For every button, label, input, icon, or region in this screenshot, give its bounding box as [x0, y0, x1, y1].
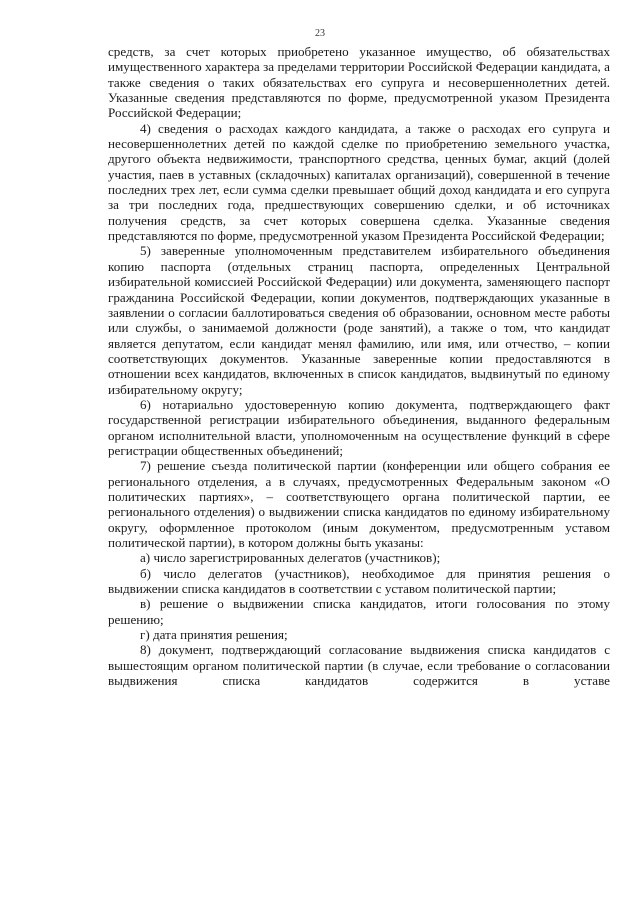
paragraph-item-4: 4) сведения о расходах каждого кандидата, а также о расходах его супруга и несовершеннолетних детей по каждой сделке по приобретению земельного участка, другого объекта недвижимости, транспортного средства, ценных бумаг, акций (долей участия, паев в уставных (складочных) капиталах организаций), совершенной в течение последних трех лет, если сумма сделки превышает общий доход кандидата и его супруга за три последних года, предшествующих совершению сделки, и об источниках получения средств, за счет которых совершена сделка. Указанные сведения представляются по форме, предусмотренной указом Президента Российской Федерации; [108, 120, 610, 244]
paragraph-continuation: средств, за счет которых приобретено указанное имущество, об обязательствах имущественного характера за пределами территории Российской Федерации кандидата, а также сведения о таких обязательствах его супруга и несовершеннолетних детей. Указанные сведения представляются по форме, предусмотренной указом Президента Российской Федерации; [108, 44, 610, 121]
paragraph-subitem-b: б) число делегатов (участников), необходимое для принятия решения о выдвижении списка кандидатов в соответствии с уставом политической партии; [108, 565, 610, 597]
page-number: 23 [315, 28, 325, 39]
paragraph-item-6: 6) нотариально удостоверенную копию документа, подтверждающего факт государственной регистрации избирательного объединения, выданного федеральным органом исполнительной власти, уполномоченным на осуществление функций в сфере регистрации общественных объединений; [108, 396, 610, 458]
paragraph-subitem-g: г) дата принятия решения; [140, 627, 288, 643]
paragraph-subitem-v: в) решение о выдвижении списка кандидатов, итоги голосования по этому решению; [108, 596, 610, 627]
paragraph-subitem-a: а) число зарегистрированных делегатов (участников); [140, 550, 441, 566]
paragraph-item-8: 8) документ, подтверждающий согласование выдвижения списка кандидатов с вышестоящим органом политической партии (в случае, если требование о согласовании выдвижения списка кандидатов содержится в уставе [108, 642, 610, 689]
paragraph-item-5: 5) заверенные уполномоченным представителем избирательного объединения копию паспорта (отдельных страниц паспорта, определенных Центральной избирательной комиссией Российской Федерации) или документа, заменяющего паспорт гражданина Российской Федерации, копии документов, подтверждающих указанные в заявлении о согласии баллотироваться сведения об образовании, основном месте работы или службы, о занимаемой должности (роде занятий), а также о том, что кандидат является депутатом, если кандидат менял фамилию, или имя, или отчество, – копии соответствующих документов. Указанные заверенные копии предоставляются в отношении всех кандидатов, включенных в список кандидатов, выдвинутый по единому избирательному округу; [108, 243, 610, 397]
paragraph-item-7: 7) решение съезда политической партии (конференции или общего собрания ее регионального отделения, а в случаях, предусмотренных Федеральным законом «О политических партиях», – соответствующего органа политической партии, ее регионального отделения) о выдвижении списка кандидатов по единому избирательному округу, оформленное протоколом (иным документом, предусмотренным уставом политической партии), в котором должны быть указаны: [108, 458, 610, 550]
document-body [108, 44, 610, 688]
